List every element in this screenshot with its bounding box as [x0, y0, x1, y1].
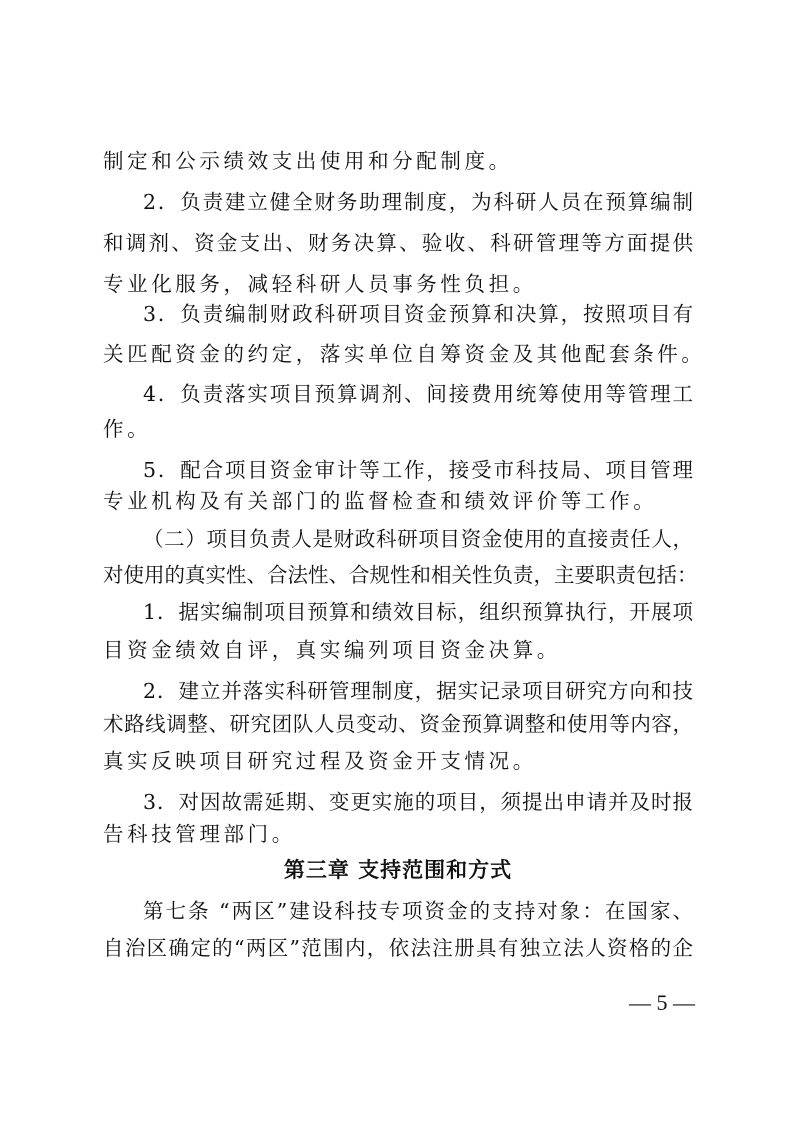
- page-number: — 5 —: [629, 990, 695, 1015]
- text-line: 作。: [103, 417, 152, 441]
- text-line: 5．配合项目资金审计等工作，接受市科技局、项目管理: [143, 458, 693, 482]
- chapter-heading: 第三章 支持范围和方式: [283, 858, 513, 882]
- text-line: 3．负责编制财政科研项目资金预算和决算，按照项目有: [143, 302, 693, 326]
- text-line: 2．负责建立健全财务助理制度，为科研人员在预算编制: [143, 190, 693, 214]
- text-line: 目资金绩效自评，真实编列项目资金决算。: [103, 638, 561, 662]
- text-line: 第七条 “两区”建设科技专项资金的支持对象：在国家、: [143, 899, 693, 923]
- text-line: 关匹配资金的约定，落实单位自筹资金及其他配套条件。: [103, 342, 706, 366]
- text-line: 和调剂、资金支出、财务决算、验收、科研管理等方面提供: [103, 231, 693, 255]
- text-line: （二）项目负责人是财政科研项目资金使用的直接责任人，: [143, 527, 693, 551]
- text-line: 自治区确定的“两区”范围内，依法注册具有独立法人资格的企: [103, 936, 693, 960]
- text-line: 专业机构及有关部门的监督检查和绩效评价等工作。: [103, 489, 658, 513]
- text-line: 1．据实编制项目预算和绩效目标，组织预算执行，开展项: [143, 600, 693, 624]
- text-line: 对使用的真实性、合法性、合规性和相关性负责，主要职责包括：: [103, 563, 698, 587]
- text-line: 真实反映项目研究过程及资金开支情况。: [103, 749, 537, 773]
- text-line: 2．建立并落实科研管理制度，据实记录项目研究方向和技: [143, 679, 693, 703]
- text-line: 3．对因故需延期、变更实施的项目，须提出申请并及时报: [143, 790, 693, 814]
- text-line: 告科技管理部门。: [103, 822, 296, 846]
- text-line: 制定和公示绩效支出使用和分配制度。: [103, 149, 513, 173]
- text-line: 专业化服务，减轻科研人员事务性负担。: [103, 272, 537, 296]
- text-line: 4．负责落实项目预算调剂、间接费用统筹使用等管理工: [143, 382, 693, 406]
- text-line: 术路线调整、研究团队人员变动、资金预算调整和使用等内容，: [103, 712, 693, 736]
